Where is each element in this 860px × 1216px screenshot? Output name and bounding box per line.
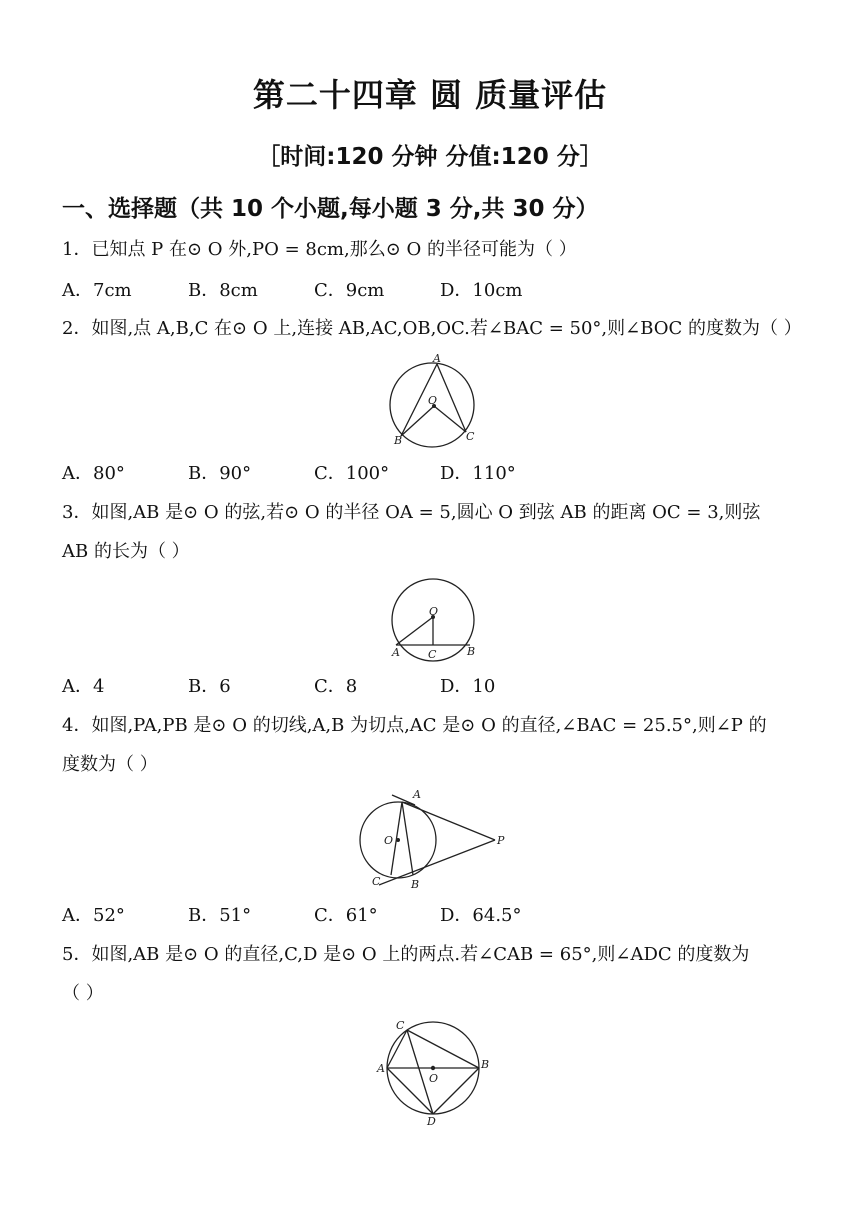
q5-label-o: O bbox=[429, 1072, 439, 1085]
question-4-stem-line-2: 度数为（ ） bbox=[62, 754, 158, 775]
question-5-stem-line-2: （ ） bbox=[62, 983, 104, 1004]
question-5-figure bbox=[375, 1016, 495, 1131]
question-4-option-d: D．64.5° bbox=[440, 905, 522, 926]
section-heading: 一、选择题（共 10 个小题,每小题 3 分,共 30 分） bbox=[62, 196, 599, 222]
q3-label-o: O bbox=[429, 605, 439, 618]
question-1-stem: 1．已知点 P 在⊙ O 外,PO = 8cm,那么⊙ O 的半径可能为（ ） bbox=[62, 239, 577, 260]
q5-label-c: C bbox=[396, 1019, 405, 1032]
q5-label-a: A bbox=[377, 1062, 385, 1075]
q5-label-b: B bbox=[481, 1058, 490, 1071]
question-3-option-b: B．6 bbox=[188, 676, 231, 697]
question-3-figure bbox=[385, 575, 485, 665]
q4-label-c: C bbox=[372, 875, 381, 888]
question-4-option-a: A．52° bbox=[62, 905, 125, 926]
question-2-option-b: B．90° bbox=[188, 463, 252, 484]
question-1-option-a: A．7cm bbox=[62, 280, 132, 301]
q2-label-a: A bbox=[433, 352, 441, 365]
question-2-option-d: D．110° bbox=[440, 463, 516, 484]
q3-label-a: A bbox=[392, 646, 400, 659]
question-4-option-b: B．51° bbox=[188, 905, 252, 926]
question-2-stem: 2．如图,点 A,B,C 在⊙ O 上,连接 AB,AC,OB,OC.若∠BAC = 50°,则∠BOC 的度数为（ ） bbox=[62, 318, 802, 339]
question-5-stem-line-1: 5．如图,AB 是⊙ O 的直径,C,D 是⊙ O 上的两点.若∠CAB = 65°,则∠ADC 的度数为 bbox=[62, 944, 750, 965]
q2-label-b: B bbox=[394, 434, 403, 447]
question-1-option-b: B．8cm bbox=[188, 280, 258, 301]
question-2-option-a: A．80° bbox=[62, 463, 125, 484]
q2-label-o: O bbox=[428, 394, 438, 407]
q4-label-b: B bbox=[411, 878, 420, 891]
question-4-stem-line-1: 4．如图,PA,PB 是⊙ O 的切线,A,B 为切点,AC 是⊙ O 的直径,∠BAC = 25.5°,则∠P 的 bbox=[62, 715, 767, 736]
q4-label-a: A bbox=[413, 788, 421, 801]
question-2-option-c: C．100° bbox=[314, 463, 390, 484]
question-4-figure bbox=[355, 785, 515, 893]
q3-label-c: C bbox=[428, 648, 437, 661]
question-2-figure bbox=[380, 352, 480, 452]
question-3-option-c: C．8 bbox=[314, 676, 358, 697]
question-3-option-a: A．4 bbox=[62, 676, 105, 697]
question-1-option-d: D．10cm bbox=[440, 280, 523, 301]
q4-label-p: P bbox=[497, 834, 505, 847]
time-score-info: ［时间:120 分钟 分值:120 分］ bbox=[257, 144, 603, 170]
question-4-option-c: C．61° bbox=[314, 905, 378, 926]
question-3-stem-line-1: 3．如图,AB 是⊙ O 的弦,若⊙ O 的半径 OA = 5,圆心 O 到弦 AB 的距离 OC = 3,则弦 bbox=[62, 502, 761, 523]
q3-label-b: B bbox=[467, 645, 476, 658]
question-3-stem-line-2: AB 的长为（ ） bbox=[62, 541, 190, 562]
q5-label-d: D bbox=[427, 1115, 436, 1128]
q2-label-c: C bbox=[466, 430, 475, 443]
q4-label-o: O bbox=[384, 834, 394, 847]
question-3-option-d: D．10 bbox=[440, 676, 496, 697]
question-1-option-c: C．9cm bbox=[314, 280, 385, 301]
page-title: 第二十四章 圆 质量评估 bbox=[252, 76, 608, 114]
